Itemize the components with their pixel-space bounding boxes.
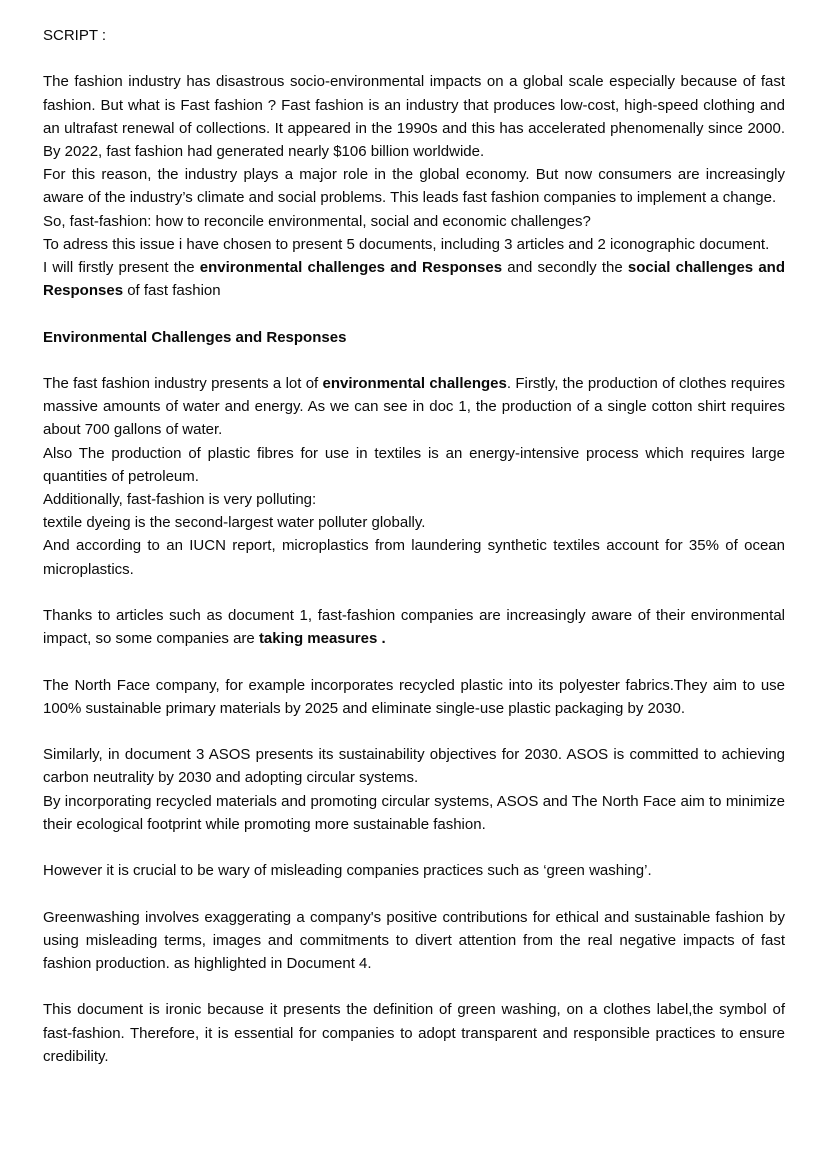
blank-line <box>43 882 785 905</box>
text-run: By incorporating recycled materials and promoting circular systems, ASOS and The North Face aim to minimize their ecological footprint while promoting more sustainable fashion. <box>43 792 785 833</box>
paragraph <box>43 534 785 580</box>
text-run: For this reason, the industry plays a major role in the global economy. But now consumers are increasingly aware of the industry’s climate and social problems. This leads fast fashion companies to implement a change. <box>43 166 785 207</box>
text-run: and secondly the <box>502 259 628 277</box>
outline-paragraph <box>43 256 785 302</box>
blank-line <box>43 349 785 372</box>
text-run: textile dyeing is the second-largest water polluter globally. <box>43 514 426 532</box>
text-run: To adress this issue i have chosen to present 5 documents, including 3 articles and 2 iconographic document. <box>43 235 770 253</box>
text-run: Greenwashing involves exaggerating a company's positive contributions for ethical and sustainable fashion by using misleading terms, images and commitments to divert attention from the real negative impacts of fast fashion production. as highlighted in Document 4. <box>43 908 785 972</box>
text-run: SCRIPT : <box>43 27 107 44</box>
text-run: . Firstly, the production of clothes requires massive amounts of water and energy. As we can see in doc 1, the production of a single cotton shirt requires about 700 gallons of water. <box>43 375 785 439</box>
bold-text-run: taking measures . <box>258 630 386 648</box>
bold-text-run: social challenges and Responses <box>43 259 785 300</box>
paragraph <box>43 906 785 976</box>
bold-text-run: environmental challenges and Responses <box>199 259 503 277</box>
paragraph <box>43 790 785 836</box>
text-run: Thanks to articles such as document 1, fast-fashion companies are increasingly aware of their environmental impact, so some companies are <box>43 607 785 648</box>
text-run: The fast fashion industry presents a lot of <box>43 375 323 392</box>
paragraph <box>43 859 785 882</box>
blank-line <box>43 302 785 325</box>
blank-line <box>43 975 785 998</box>
intro-paragraph <box>43 70 785 163</box>
text-run: However it is crucial to be wary of misleading companies practices such as ‘green washing’. <box>43 862 652 880</box>
paragraph <box>43 674 785 720</box>
document-body <box>43 24 785 1068</box>
blank-line <box>43 720 785 743</box>
paragraph <box>43 233 785 256</box>
paragraph <box>43 442 785 488</box>
blank-line <box>43 581 785 604</box>
document-title <box>43 24 785 47</box>
paragraph <box>43 511 785 534</box>
paragraph <box>43 998 785 1068</box>
text-run: I will firstly present the <box>43 259 200 277</box>
section-heading <box>43 326 785 349</box>
text-run: The fashion industry has disastrous socio-environmental impacts on a global scale especially because of fast fashion. But what is Fast fashion ? Fast fashion is an industry that produces low-cost, high-speed clothing and an ultrafast renewal of collections. It appeared in the 1990s and this has accelerated phenomenally since 2000. By 2022, fast fashion had generated nearly $106 billion worldwide. <box>43 73 785 160</box>
problem-statement <box>43 210 785 233</box>
text-run: So, fast-fashion: how to reconcile environmental, social and economic challenges? <box>43 212 591 230</box>
paragraph <box>43 488 785 511</box>
blank-line <box>43 650 785 673</box>
text-run: Also The production of plastic fibres for use in textiles is an energy-intensive process which requires large quantities of petroleum. <box>43 444 785 485</box>
text-run: The North Face company, for example incorporates recycled plastic into its polyester fabrics.They aim to use 100% sustainable primary materials by 2025 and eliminate single-use plastic packaging by 2030. <box>43 676 785 717</box>
paragraph <box>43 163 785 209</box>
text-run: And according to an IUCN report, microplastics from laundering synthetic textiles account for 35% of ocean microplastics. <box>43 537 785 578</box>
text-run: Additionally, fast-fashion is very polluting: <box>43 491 317 509</box>
paragraph <box>43 743 785 789</box>
blank-line <box>43 836 785 859</box>
text-run: Similarly, in document 3 ASOS presents its sustainability objectives for 2030. ASOS is committed to achieving carbon neutrality by 2030 and adopting circular systems. <box>43 746 785 787</box>
paragraph <box>43 604 785 650</box>
bold-text-run: Environmental Challenges and Responses <box>43 328 347 346</box>
text-run: This document is ironic because it presents the definition of green washing, on a clothes label,the symbol of fast-fashion. Therefore, it is essential for companies to adopt transparent and responsible practices to ensure credibility. <box>43 1001 785 1065</box>
bold-text-run: environmental challenges <box>322 375 507 392</box>
text-run: of fast fashion <box>123 282 221 300</box>
blank-line <box>43 47 785 70</box>
paragraph <box>43 372 785 442</box>
